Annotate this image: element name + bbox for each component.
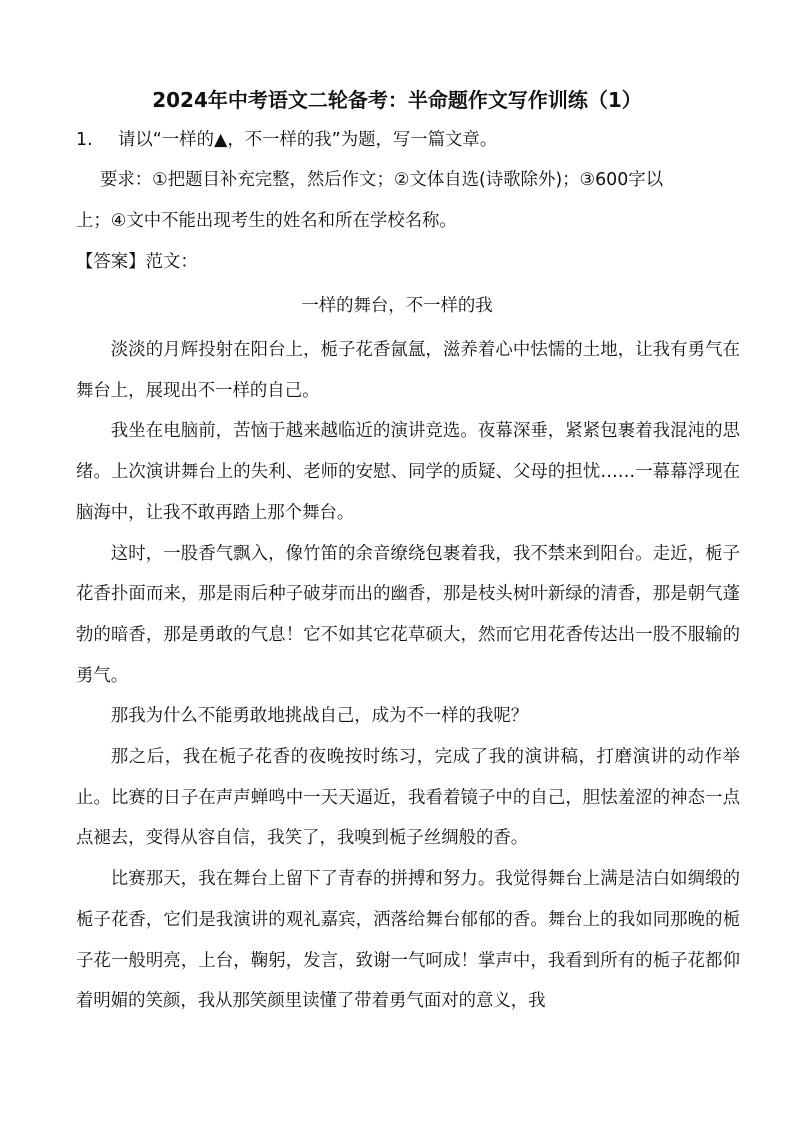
requirements-line-2: 上；④文中不能出现考生的姓名和所在学校名称。 — [76, 211, 457, 231]
essay-paragraph: 淡淡的月辉投射在阳台上，栀子花香氤氲，滋养着心中怯懦的土地，让我有勇气在舞台上，展现出不一样的自己。 — [76, 340, 740, 401]
essay-title: 一样的舞台，不一样的我 — [301, 296, 493, 316]
document-title: 2024年中考语文二轮备考：半命题作文写作训练（1） — [152, 88, 642, 112]
question-prompt: 请以“一样的▲，不一样的我”为题，写一篇文章。 — [118, 130, 498, 150]
essay-paragraph: 那我为什么不能勇敢地挑战自己，成为不一样的我呢？ — [110, 706, 529, 727]
question-number: 1. — [76, 130, 93, 150]
essay-body — [76, 330, 740, 1022]
essay-paragraph: 我坐在电脑前，苦恼于越来越临近的演讲竞选。夜幕深垂，紧紧包裹着我混沌的思绪。上次演讲舞台上的失利、老师的安慰、同学的质疑、父母的担忧……一幕幕浮现在脑海中，让我不敢再踏上那个舞台。 — [76, 421, 740, 523]
answer-label: 【答案】范文： — [76, 252, 198, 272]
essay-paragraph: 那之后，我在栀子花香的夜晚按时练习，完成了我的演讲稿，打磨演讲的动作举止。比赛的日子在声声蝉鸣中一天天逼近，我看着镜子中的自己，胆怯羞涩的神态一点点褪去，变得从容自信，我笑了，我嗅到栀子丝绸般的香。 — [76, 747, 740, 849]
requirements-line-1: 要求：①把题目补充完整，然后作文；②文体自选(诗歌除外)；③600字以 — [100, 170, 664, 190]
question-line — [76, 126, 497, 154]
essay-paragraph: 比赛那天，我在舞台上留下了青春的拼搏和努力。我觉得舞台上满是洁白如绸缎的栀子花香，它们是我演讲的观礼嘉宾，洒落给舞台郁郁的香。舞台上的我如同那晚的栀子花一般明亮，上台，鞠躬，发言，致谢一气呵成！掌声中，我看到所有的栀子花都仰着明媚的笑颜，我从那笑颜里读懂了带着勇气面对的意义，我 — [76, 869, 740, 1012]
essay-paragraph: 这时，一股香气飘入，像竹笛的余音缭绕包裹着我，我不禁来到阳台。走近，栀子花香扑面而来，那是雨后种子破芽而出的幽香，那是枝头树叶新绿的清香，那是朝气蓬勃的暗香，那是勇敢的气息！它不如其它花草硕大，然而它用花香传达出一股不服输的勇气。 — [76, 543, 740, 686]
